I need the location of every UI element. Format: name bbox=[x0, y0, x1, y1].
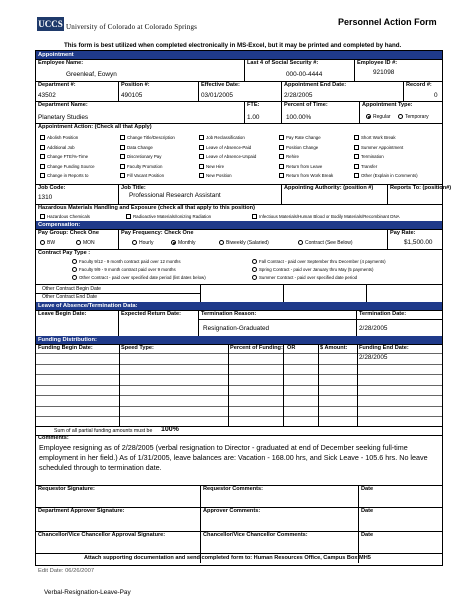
job-title-label: Job Title: bbox=[121, 185, 146, 191]
action-label: Additional Job bbox=[47, 144, 75, 150]
funding-end-field[interactable]: 2/28/2005 bbox=[359, 354, 388, 361]
other-begin-label: Other Contract Begin Date bbox=[42, 286, 101, 292]
pay-frequency-option: Monthly bbox=[178, 240, 196, 246]
contract-option: Fall Contract - paid over September thru December (4 payments) bbox=[259, 259, 386, 264]
appointment-action-label: Appointment Action: (Check all that Apply) bbox=[38, 124, 152, 130]
department-name-label: Department Name: bbox=[38, 102, 88, 108]
pay-group-option: BW bbox=[47, 240, 56, 246]
attach-note: Attach supporting documentation and send completed form to: Human Resources Office, Campus Box MH5 bbox=[84, 555, 371, 561]
job-code-label: Job Code: bbox=[38, 185, 66, 191]
hazard-item: Radioactive Materials/Ionizing Radiation bbox=[133, 214, 212, 219]
radio-hourly[interactable] bbox=[132, 240, 137, 245]
action-checkbox[interactable] bbox=[199, 135, 204, 140]
or-label: OR bbox=[287, 345, 296, 351]
radio-biweekly[interactable] bbox=[219, 240, 224, 245]
edit-date: Edit Date: 06/26/2007 bbox=[38, 568, 95, 574]
action-label: Transfer bbox=[361, 163, 378, 169]
radio-contract-option[interactable] bbox=[72, 267, 77, 272]
employee-id-label: Employee ID #: bbox=[357, 60, 398, 66]
action-checkbox[interactable] bbox=[279, 164, 284, 169]
hazard-item: Infectious Materials/Human Blood or Bodily Materials/Recombinant DNA bbox=[259, 214, 400, 219]
footer-filename: Verbal-Resignation-Leave-Pay bbox=[44, 589, 131, 596]
termination-date-label: Termination Date: bbox=[359, 311, 407, 317]
action-checkbox[interactable] bbox=[199, 145, 204, 150]
amount-label: $ Amount: bbox=[320, 345, 348, 351]
funding-begin-label: Funding Begin Date: bbox=[38, 345, 93, 351]
hazard-checkbox[interactable] bbox=[252, 214, 257, 219]
radio-contract-option[interactable] bbox=[252, 267, 257, 272]
action-checkbox[interactable] bbox=[199, 164, 204, 169]
action-checkbox[interactable] bbox=[279, 154, 284, 159]
radio-contract-option[interactable] bbox=[252, 275, 257, 280]
action-label: Leave of Absence-Unpaid bbox=[206, 154, 257, 159]
employee-name-field[interactable]: Greenleaf, Eowyn bbox=[66, 71, 117, 78]
termination-reason-label: Termination Reason: bbox=[201, 311, 257, 317]
employee-id-field[interactable]: 921098 bbox=[373, 69, 395, 76]
action-label: Change FTE/%-Time bbox=[47, 154, 89, 159]
other-end-label: Other Contract End Date bbox=[42, 294, 98, 300]
action-checkbox[interactable] bbox=[354, 173, 359, 178]
form-note: This form is best utilized when completed electronically in MS-Excel, but it may be printed and completed by hand. bbox=[64, 42, 402, 49]
position-field[interactable]: 490105 bbox=[121, 92, 143, 99]
action-label: Summer Appointment bbox=[361, 144, 404, 150]
action-checkbox[interactable] bbox=[40, 154, 45, 159]
requestor-signature-label: Requestor Signature: bbox=[38, 486, 95, 492]
action-label: Return from Leave bbox=[286, 163, 323, 169]
action-label: New Position bbox=[206, 173, 232, 178]
action-checkbox[interactable] bbox=[279, 135, 284, 140]
action-label: Leave of Absence-Paid bbox=[206, 144, 252, 150]
action-checkbox[interactable] bbox=[40, 173, 45, 178]
action-checkbox[interactable] bbox=[354, 154, 359, 159]
percent-funding-label: Percent of Funding: bbox=[230, 345, 283, 351]
hazard-checkbox[interactable] bbox=[40, 214, 45, 219]
fte-field[interactable]: 1.00 bbox=[247, 114, 260, 121]
end-date-label: Appointment End Date: bbox=[284, 82, 347, 88]
action-checkbox[interactable] bbox=[279, 145, 284, 150]
record-field[interactable]: 0 bbox=[434, 92, 438, 99]
action-checkbox[interactable] bbox=[199, 154, 204, 159]
requestor-date-label: Date bbox=[361, 486, 374, 492]
action-checkbox[interactable] bbox=[354, 145, 359, 150]
approver-date-label: Date bbox=[361, 508, 374, 514]
action-label: Pay Rate Change bbox=[286, 135, 321, 140]
expected-return-label: Expected Return Date: bbox=[121, 311, 181, 317]
university-name: University of Colorado at Colorado Springs bbox=[66, 23, 198, 31]
action-label: Change Title/Description bbox=[127, 135, 175, 140]
contract-option: Spring Contract - paid over January thru May (5 payments) bbox=[259, 267, 374, 272]
action-label: Abolish Position bbox=[47, 135, 79, 140]
action-label: Short Work Break bbox=[361, 135, 396, 140]
radio-contract[interactable] bbox=[298, 240, 303, 245]
leave-begin-label: Leave Begin Date: bbox=[38, 311, 87, 317]
radio-contract-option[interactable] bbox=[252, 259, 257, 264]
position-label: Position #: bbox=[121, 82, 150, 88]
action-checkbox[interactable] bbox=[120, 154, 125, 159]
contract-option: Other Contract - paid over specified date period (list dates below) bbox=[79, 275, 206, 280]
job-title-field[interactable]: Professional Research Assistant bbox=[129, 192, 221, 199]
funding-end-label: Funding End Date: bbox=[359, 345, 409, 351]
action-label: Position Change bbox=[286, 144, 319, 150]
department-no-label: Department #: bbox=[38, 82, 76, 88]
radio-temporary[interactable] bbox=[398, 114, 403, 119]
hazard-label: Hazardous Materials Handling and Exposure (check all that apply to this position) bbox=[38, 205, 255, 211]
temporary-label: Temporary bbox=[405, 114, 429, 120]
contract-option: Faculty 9/12 - 9 month contract paid over 12 months bbox=[79, 259, 181, 264]
radio-regular[interactable] bbox=[366, 114, 371, 119]
action-checkbox[interactable] bbox=[199, 173, 204, 178]
appointing-authority-label: Appointing Authority: (position #) bbox=[284, 185, 374, 191]
effective-date-label: Effective Date: bbox=[201, 82, 240, 88]
action-checkbox[interactable] bbox=[40, 135, 45, 140]
action-label: New Hire bbox=[206, 163, 225, 169]
percent-field[interactable]: 100.00% bbox=[286, 114, 312, 121]
action-label: Change in Reports to bbox=[47, 173, 89, 178]
reports-to-label: Reports To: (position#) bbox=[390, 185, 452, 191]
action-label: Discretionary Pay bbox=[127, 154, 162, 159]
funding-sum-value: 100% bbox=[161, 426, 179, 433]
regular-label: Regular bbox=[373, 114, 391, 120]
job-code-field[interactable]: 1310 bbox=[38, 194, 53, 201]
requestor-comments-label: Requestor Comments: bbox=[203, 486, 263, 492]
pay-frequency-label: Pay Frequency: Check One bbox=[121, 230, 194, 236]
pay-frequency-option: Contract (See Below) bbox=[305, 240, 353, 246]
action-checkbox[interactable] bbox=[354, 164, 359, 169]
action-checkbox[interactable] bbox=[40, 164, 45, 169]
department-name-field[interactable]: Planetary Studies bbox=[38, 114, 89, 121]
action-checkbox[interactable] bbox=[40, 145, 45, 150]
hazard-checkbox[interactable] bbox=[126, 214, 131, 219]
section-leave: Leave of Absence/Termination Data: bbox=[36, 302, 442, 310]
ssn-label: Last 4 of Social Security #: bbox=[247, 60, 319, 66]
funding-sum-note: Sum of all partial funding amounts must be bbox=[54, 428, 153, 434]
pay-group-label: Pay Group: Check One bbox=[38, 230, 99, 236]
section-funding: Funding Distribution: bbox=[36, 336, 442, 344]
chancellor-signature-label: Chancellor/Vice Chancellor Approval Signature: bbox=[38, 532, 166, 538]
contract-option: Faculty 9/9 - 9 month contract paid over 9 months bbox=[79, 267, 176, 272]
radio-bw[interactable] bbox=[40, 240, 45, 245]
effective-date-field[interactable]: 03/01/2005 bbox=[201, 92, 233, 99]
chancellor-comments-label: Chancellor/Vice Chancellor Comments: bbox=[203, 532, 308, 538]
chancellor-date-label: Date bbox=[361, 532, 374, 538]
pay-group-option: MON bbox=[83, 240, 95, 246]
contract-pay-type-label: Contract Pay Type : bbox=[38, 250, 91, 256]
action-checkbox[interactable] bbox=[279, 173, 284, 178]
department-no-field[interactable]: 43502 bbox=[38, 92, 56, 99]
action-label: Fill Vacant Position bbox=[127, 173, 165, 178]
personnel-form bbox=[35, 50, 452, 566]
record-label: Record #: bbox=[406, 82, 432, 88]
pay-frequency-option: Hourly bbox=[139, 240, 154, 246]
action-label: Change Funding Source bbox=[47, 163, 95, 169]
radio-contract-option[interactable] bbox=[72, 275, 77, 280]
pay-rate-label: Pay Rate: bbox=[390, 230, 416, 236]
fte-label: FTE: bbox=[247, 102, 260, 108]
radio-monthly[interactable] bbox=[171, 240, 176, 245]
action-label: Other (Explain in Comments) bbox=[361, 173, 418, 178]
hazard-item: Hazardous Chemicals bbox=[47, 214, 90, 219]
speed-type-label: Speed Type: bbox=[121, 345, 154, 351]
employee-name-label: Employee Name: bbox=[38, 60, 84, 66]
action-label: Job Reclassification bbox=[206, 135, 245, 140]
termination-reason-field[interactable]: Resignation-Graduated bbox=[203, 325, 270, 332]
action-label: Rehire bbox=[286, 154, 299, 159]
contract-option: Summer Contract - paid over specified date period bbox=[259, 275, 358, 280]
action-label: Data Change bbox=[127, 144, 153, 150]
action-checkbox[interactable] bbox=[120, 145, 125, 150]
approver-comments-label: Approver Comments: bbox=[203, 508, 261, 514]
section-appointment: Appointment bbox=[36, 51, 442, 59]
pay-rate-field[interactable]: $1,500.00 bbox=[404, 239, 433, 246]
action-label: Faculty Promotion bbox=[127, 163, 163, 169]
action-label: Return from Work Break bbox=[286, 173, 334, 178]
comments-label: Comments: bbox=[38, 435, 69, 441]
end-date-field[interactable]: 2/28/2005 bbox=[284, 92, 313, 99]
comments-field[interactable]: Employee resigning as of 2/28/2005 (verbal resignation to Director - graduated at end of December seeking full-time employment in her field.) As of 1/31/2005, leave balances are: Vacation - 168.00 hrs, and Sick Leave - 105.6 hrs. No leave scheduled through to termination date. bbox=[39, 443, 428, 472]
ssn-field[interactable]: 000-00-4444 bbox=[286, 71, 323, 78]
radio-mon[interactable] bbox=[76, 240, 81, 245]
pay-frequency-option: Biweekly (Salaried) bbox=[226, 240, 269, 246]
action-checkbox[interactable] bbox=[120, 164, 125, 169]
approver-signature-label: Department Approver Signature: bbox=[38, 508, 125, 514]
action-checkbox[interactable] bbox=[120, 135, 125, 140]
action-label: Termination bbox=[361, 154, 384, 159]
appointment-type-label: Appointment Type: bbox=[362, 102, 413, 108]
action-checkbox[interactable] bbox=[120, 173, 125, 178]
radio-contract-option[interactable] bbox=[72, 259, 77, 264]
section-compensation: Compensation: bbox=[36, 221, 442, 229]
action-checkbox[interactable] bbox=[354, 135, 359, 140]
percent-label: Percent of Time: bbox=[284, 102, 328, 108]
form-title: Personnel Action Form bbox=[338, 17, 437, 27]
uccs-logo: UCCS bbox=[38, 19, 63, 29]
termination-date-field[interactable]: 2/28/2005 bbox=[359, 325, 388, 332]
